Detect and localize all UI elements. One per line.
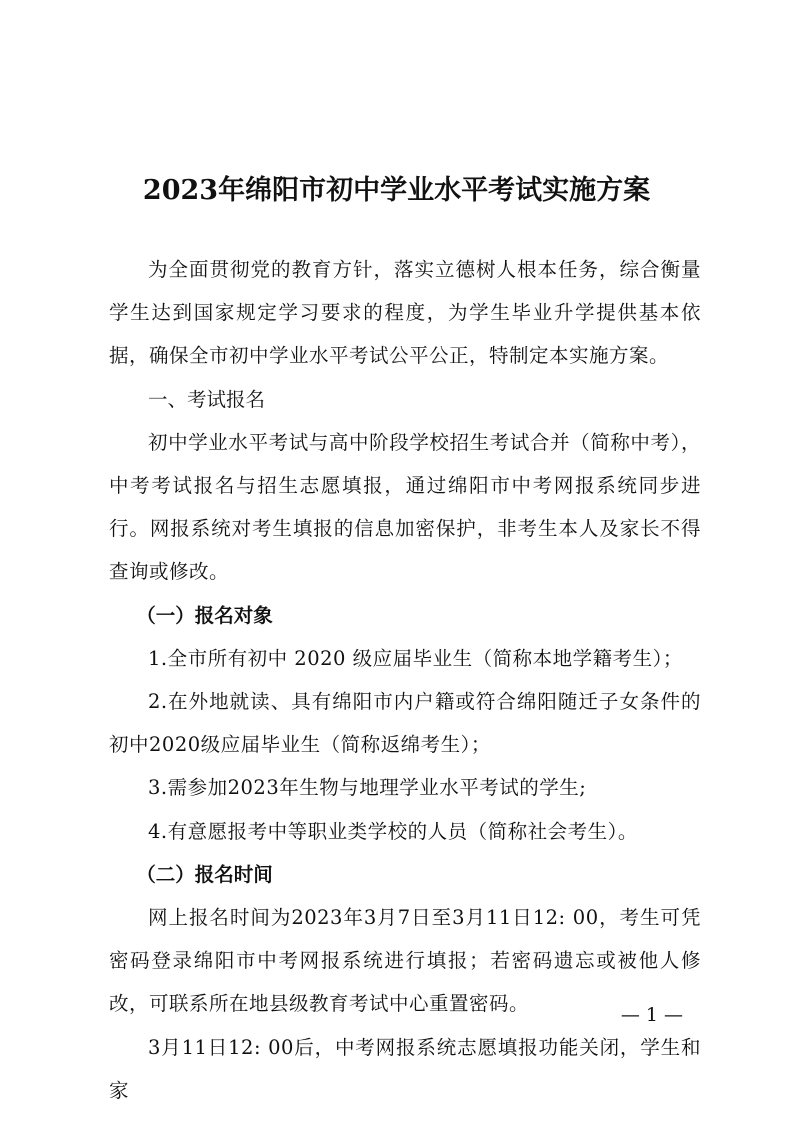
subsection-heading-eligibility: （一）报名对象 (136, 603, 273, 627)
document-body (109, 248, 701, 1112)
registration-time-paragraph: 网上报名时间为2023年3月7日至3月11日12: 00，考生可凭密码登录绵阳市中考网报系统进行填报；若密码遗忘或被他人修改，可联系所在地县级教育考试中心重置密码。 (109, 906, 701, 1016)
list-item: 1.全市所有初中 2020 级应届毕业生（简称本地学籍考生）； (148, 646, 683, 670)
document-title: 2023年绵阳市初中学业水平考试实施方案 (142, 175, 651, 206)
closing-paragraph: 3月11日12: 00后，中考网报系统志愿填报功能关闭，学生和家 (109, 1035, 701, 1102)
subsection-heading-registration-time: （二）报名时间 (136, 862, 273, 886)
intro-paragraph: 为全面贯彻党的教育方针，落实立德树人根本任务，综合衡量学生达到国家规定学习要求的程度，为学生毕业升学提供基本依据，确保全市初中学业水平考试公平公正，特制定本实施方案。 (109, 258, 701, 368)
registration-paragraph: 初中学业水平考试与高中阶段学校招生考试合并（简称中考），中考考试报名与招生志愿填报，通过绵阳市中考网报系统同步进行。网报系统对考生填报的信息加密保护，非考生本人及家长不得查询或修改。 (109, 430, 701, 584)
page-number: — 1 — (620, 1004, 683, 1026)
list-item: 2.在外地就读、具有绵阳市内户籍或符合绵阳随迁子女条件的初中2020级应届毕业生（简称返绵考生）； (109, 690, 701, 757)
list-item: 4.有意愿报考中等职业类学校的人员（简称社会考生）。 (148, 819, 638, 843)
list-item: 3.需参加2023年生物与地理学业水平考试的学生; (148, 776, 587, 800)
section-heading-registration: 一、考试报名 (148, 387, 266, 411)
